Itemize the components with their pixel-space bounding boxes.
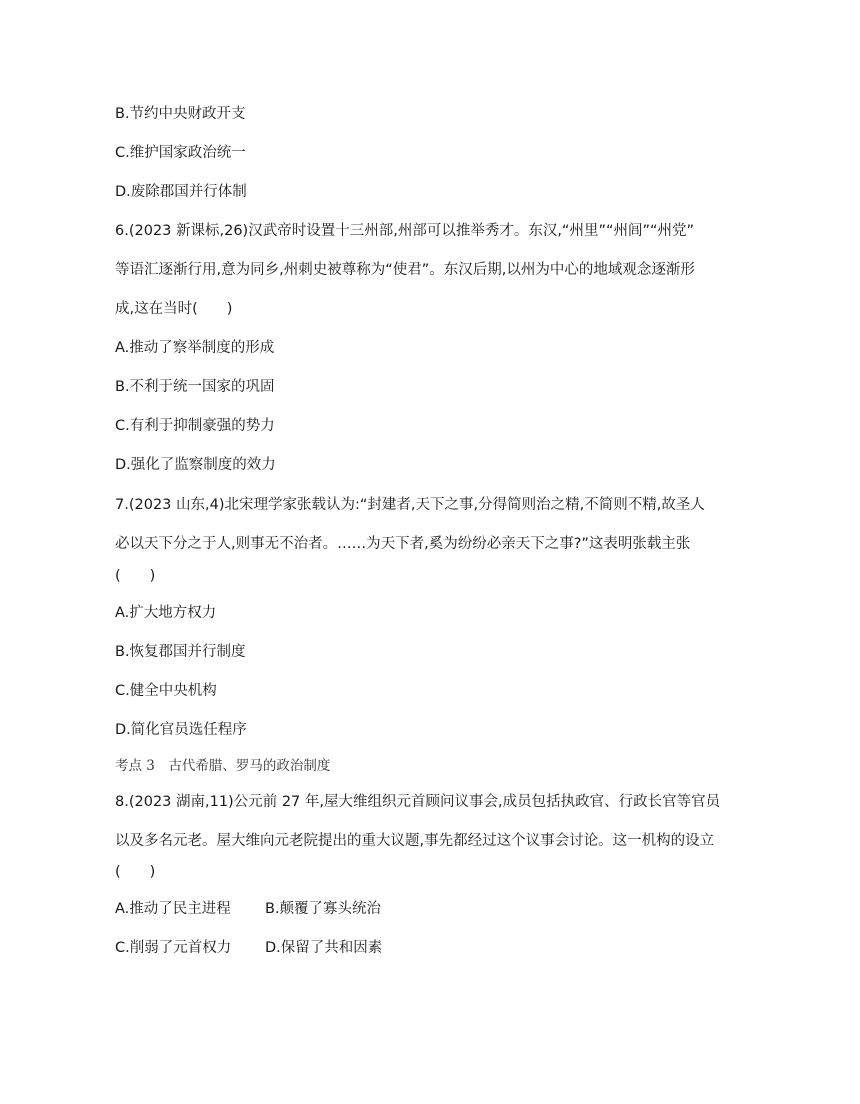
q7-option-b: B.恢复郡国并行制度 <box>115 644 246 660</box>
q6-option-d: D.强化了监察制度的效力 <box>115 457 276 473</box>
q6-option-b: B.不利于统一国家的巩固 <box>115 379 275 395</box>
q6-stem-line1: 6.(2023 新课标,26)汉武帝时设置十三州部,州部可以推举秀才。东汉,“州里”“州闾”“州党” <box>115 223 695 239</box>
q7-stem-line1: 7.(2023 山东,4)北宋理学家张载认为:“封建者,天下之事,分得简则治之精,不简则不精,故圣人 <box>115 497 705 513</box>
q6-option-c: C.有利于抑制豪强的势力 <box>115 418 275 434</box>
q8-option-b: B.颠覆了寡头统治 <box>265 901 382 917</box>
q5-option-d: D.废除郡国并行体制 <box>115 184 247 200</box>
q7-option-a: A.扩大地方权力 <box>115 605 217 621</box>
q5-option-c: C.维护国家政治统一 <box>115 145 246 161</box>
q7-stem-line3: ( ) <box>115 568 156 584</box>
q6-stem-line3: 成,这在当时( ) <box>115 301 233 317</box>
q8-stem-line3: ( ) <box>115 864 156 880</box>
q8-stem-line2: 以及多名元老。屋大维向元老院提出的重大议题,事先都经过这个议事会讨论。这一机构的设立 <box>115 833 715 849</box>
q8-stem-line1: 8.(2023 湖南,11)公元前 27 年,屋大维组织元首顾问议事会,成员包括执政官、行政长官等官员 <box>115 794 721 810</box>
q6-option-a: A.推动了察举制度的形成 <box>115 340 275 356</box>
section-heading: 考点 3 古代希腊、罗马的政治制度 <box>115 758 331 774</box>
q8-options-row1 <box>115 899 381 919</box>
q6-stem-line2: 等语汇逐渐行用,意为同乡,州刺史被尊称为“使君”。东汉后期,以州为中心的地域观念逐渐形 <box>115 262 695 278</box>
q8-option-c: C.削弱了元首权力 <box>115 940 232 956</box>
q5-option-b: B.节约中央财政开支 <box>115 106 246 122</box>
q7-stem-line2: 必以天下分之于人,则事无不治者。……为天下者,奚为纷纷必亲天下之事?”这表明张载主张 <box>115 536 691 552</box>
q8-option-d: D.保留了共和因素 <box>265 940 383 956</box>
q8-options-row2 <box>115 938 382 958</box>
q7-option-c: C.健全中央机构 <box>115 683 217 699</box>
q8-option-a: A.推动了民主进程 <box>115 901 231 917</box>
q7-option-d: D.简化官员选任程序 <box>115 722 247 738</box>
